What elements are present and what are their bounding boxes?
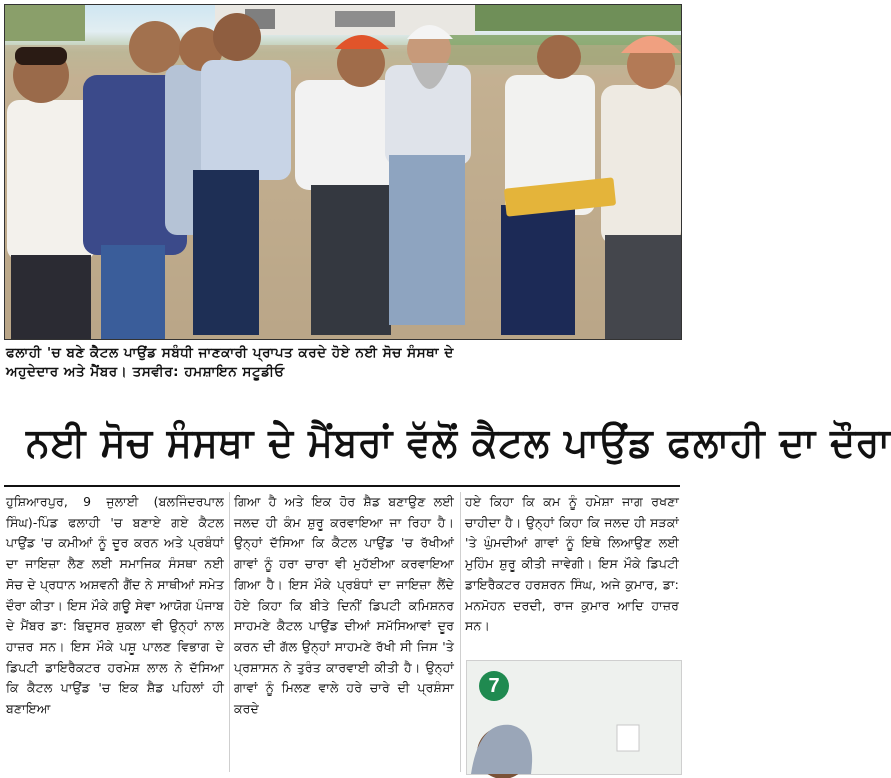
article-column-1 bbox=[6, 492, 224, 720]
headline-rule bbox=[4, 485, 680, 487]
inset-photo bbox=[466, 660, 682, 775]
article-column-2 bbox=[234, 492, 454, 720]
photo-caption bbox=[6, 344, 678, 382]
article-text-2: ਗਿਆ ਹੈ ਅਤੇ ਇਕ ਹੋਰ ਸ਼ੈਡ ਬਣਾਉਣ ਲਈ ਜਲਦ ਹੀ ਕੰਮ ਸ਼ੁਰੂ ਕਰਵਾਇਆ ਜਾ ਰਿਹਾ ਹੈ। ਉਨ੍ਹਾਂ ਦੱਸਿਆ ਕਿ ਕੈਟਲ ਪਾਉਂਡ 'ਚ ਰੱਖੀਆਂ ਗਾਵਾਂ ਨੂੰ ਹਰਾ ਚਾਰਾ ਵੀ ਮੁਹੱਈਆ ਕਰਵਾਇਆ ਗਿਆ ਹੈ। ਇਸ ਮੌਕੇ ਪ੍ਰਬੰਧਾਂ ਦਾ ਜਾਇਜ਼ਾ ਲੈਂਦੇ ਹੋਏ ਕਿਹਾ ਕਿ ਬੀਤੇ ਦਿਨੀਂ ਡਿਪਟੀ ਕਮਿਸ਼ਨਰ ਸਾਹਮਣੇ ਕੈਟਲ ਪਾਉਂਡ ਦੀਆਂ ਸਮੱਸਿਆਵਾਂ ਦੂਰ ਕਰਨ ਦੀ ਗੱਲ ਉਨ੍ਹਾਂ ਸਾਹਮਣੇ ਰੱਖੀ ਸੀ ਜਿਸ 'ਤੇ ਪ੍ਰਸ਼ਾਸਨ ਨੇ ਤੁਰੰਤ ਕਾਰਵਾਈ ਕੀਤੀ ਹੈ। ਉਨ੍ਹਾਂ ਗਾਵਾਂ ਨੂੰ ਮਿਲਣ ਵਾਲੇ ਹਰੇ ਚਾਰੇ ਦੀ ਪ੍ਰਸ਼ੰਸਾ ਕਰਦੇ bbox=[234, 494, 454, 717]
article-text-1: ਹੁਸ਼ਿਆਰਪੁਰ, 9 ਜੁਲਾਈ (ਬਲਜਿੰਦਰਪਾਲ ਸਿੰਘ)-ਪਿੰਡ ਫਲਾਹੀ 'ਚ ਬਣਾਏ ਗਏ ਕੈਟਲ ਪਾਉਂਡ 'ਚ ਕਮੀਆਂ ਨੂੰ ਦੂਰ ਕਰਨ ਅਤੇ ਪ੍ਰਬੰਧਾਂ ਦਾ ਜਾਇਜ਼ਾ ਲੈਣ ਲਈ ਸਮਾਜਿਕ ਸੰਸਥਾ ਨਈ ਸੋਚ ਦੇ ਪ੍ਰਧਾਨ ਅਸ਼ਵਨੀ ਗੈਂਦ ਨੇ ਸਾਥੀਆਂ ਸਮੇਤ ਦੌਰਾ ਕੀਤਾ। ਇਸ ਮੌਕੇ ਗਊ ਸੇਵਾ ਆਯੋਗ ਪੰਜਾਬ ਦੇ ਮੈਂਬਰ ਡਾ: ਬਿਦੁਸਰ ਸ਼ੁਕਲਾ ਵੀ ਉਨ੍ਹਾਂ ਨਾਲ ਹਾਜ਼ਰ ਸਨ। ਇਸ ਮੌਕੇ ਪਸ਼ੂ ਪਾਲਣ ਵਿਭਾਗ ਦੇ ਡਿਪਟੀ ਡਾਇਰੈਕਟਰ ਹਰਮੇਸ਼ ਲਾਲ ਨੇ ਦੱਸਿਆ ਕਿ ਕੈਟਲ ਪਾਉਂਡ 'ਚ ਇਕ ਸ਼ੈਡ ਪਹਿਲਾਂ ਹੀ ਬਣਾਇਆ bbox=[6, 494, 224, 717]
group-photo-icon bbox=[5, 5, 681, 339]
news-photo bbox=[4, 4, 682, 340]
column-divider bbox=[229, 492, 230, 772]
headline: ਨਈ ਸੋਚ ਸੰਸਥਾ ਦੇ ਮੈਂਬਰਾਂ ਵੱਲੋਂ ਕੈਟਲ ਪਾਉਂਡ ਫਲਾਹੀ ਦਾ ਦੌਰਾ bbox=[26, 420, 891, 466]
column-divider bbox=[460, 492, 461, 772]
article-column-3 bbox=[465, 492, 679, 637]
article-text-3: ਹਏ ਕਿਹਾ ਕਿ ਕਮ ਨੂੰ ਹਮੇਸ਼ਾ ਜਾਗ ਰਖਣਾ ਚਾਹੀਦਾ ਹੈ। ਉਨ੍ਹਾਂ ਕਿਹਾ ਕਿ ਜਲਦ ਹੀ ਸੜਕਾਂ 'ਤੇ ਘੁੰਮਦੀਆਂ ਗਾਵਾਂ ਨੂੰ ਇਥੇ ਲਿਆਉਣ ਲਈ ਮੁਹਿੰਮ ਸ਼ੁਰੂ ਕੀਤੀ ਜਾਵੇਗੀ। ਇਸ ਮੌਕੇ ਡਿਪਟੀ ਡਾਇਰੈਕਟਰ ਹਰਸ਼ਰਨ ਸਿੰਘ, ਅਜੇ ਕੁਮਾਰ, ਡਾ: ਮਨਮੋਹਨ ਦਰਦੀ, ਰਾਜ ਕੁਮਾਰ ਆਦਿ ਹਾਜ਼ਰ ਸਨ। bbox=[465, 494, 679, 634]
page-number-badge: 7 bbox=[479, 671, 509, 701]
caption-line-1: ਫਲਾਹੀ 'ਚ ਬਣੇ ਕੈਟਲ ਪਾਉਂਡ ਸਬੰਧੀ ਜਾਣਕਾਰੀ ਪ੍ਰਾਪਤ ਕਰਦੇ ਹੋਏ ਨਈ ਸੋਚ ਸੰਸਥਾ ਦੇ bbox=[6, 346, 454, 361]
caption-line-2: ਅਹੁਦੇਦਾਰ ਅਤੇ ਮੈਂਬਰ। ਤਸਵੀਰ: ਹਮਸ਼ਾਇਨ ਸਟੂਡੀਓ bbox=[6, 365, 285, 380]
